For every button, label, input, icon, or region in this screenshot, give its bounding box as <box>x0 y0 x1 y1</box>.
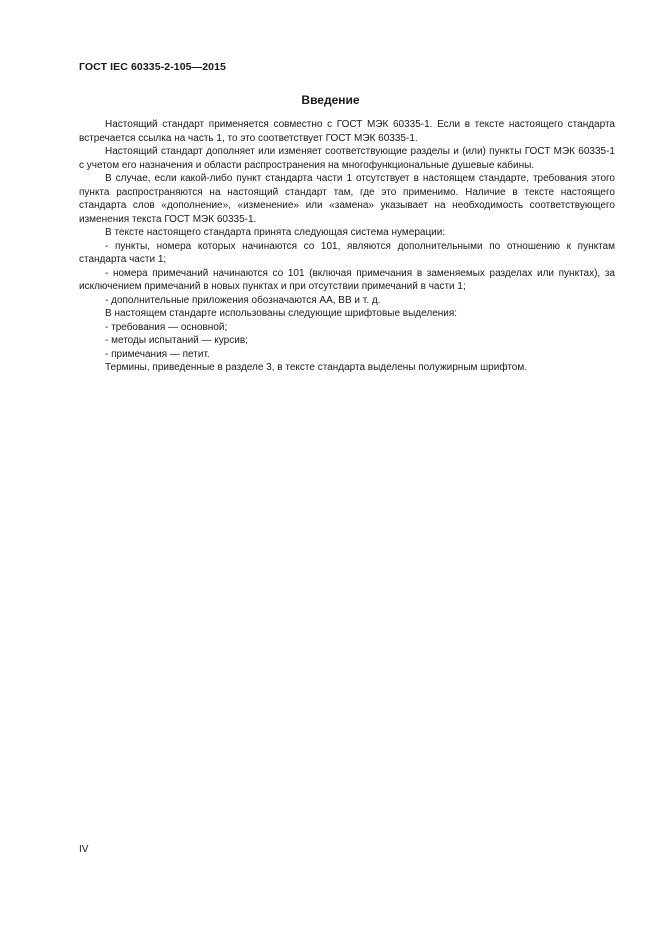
list-item: - методы испытаний — курсив; <box>105 335 248 346</box>
body-text <box>79 118 615 375</box>
paragraph: В случае, если какой-либо пункт стандарта части 1 отсутствует в настоящем стандарте, требования этого пункта распространяются на настоящий стандарт там, где это применимо. Наличие в тексте настоящего стандарта слов «дополнение», «изменение» или «замена» указывает на необходимость соответствующего изменения текста ГОСТ МЭК 60335-1. <box>79 173 615 225</box>
paragraph: В тексте настоящего стандарта принята следующая система нумерации: <box>105 227 446 238</box>
paragraph: Настоящий стандарт дополняет или изменяет соответствующие разделы и (или) пункты ГОСТ МЭК 60335-1 с учетом его назначения и области распространения на многофункциональные душевые кабины. <box>79 146 615 171</box>
paragraph: Настоящий стандарт применяется совместно с ГОСТ МЭК 60335-1. Если в тексте настоящего стандарта встречается ссылка на часть 1, то это соответствует ГОСТ МЭК 60335-1. <box>79 119 615 144</box>
paragraph: Термины, приведенные в разделе 3, в тексте стандарта выделены полужирным шрифтом. <box>105 362 528 373</box>
list-item: - номера примечаний начинаются со 101 (включая примечания в заменяемых разделах или пунктах), за исключением примечаний в новых пунктах и при отсутствии примечаний в части 1; <box>79 267 615 292</box>
section-title: Введение <box>301 93 360 107</box>
page-number: IV <box>79 844 89 855</box>
document-code: ГОСТ IEC 60335-2-105—2015 <box>79 61 226 73</box>
list-item: - пункты, номера которых начинаются со 101, являются дополнительными по отношению к пунктам стандарта части 1; <box>79 240 615 265</box>
list-item: - примечания — петит. <box>105 348 210 360</box>
list-item: - требования — основной; <box>105 321 228 333</box>
list-item: - дополнительные приложения обозначаются АА, ВВ и т. д. <box>105 294 381 306</box>
paragraph: В настоящем стандарте использованы следующие шрифтовые выделения: <box>105 308 458 319</box>
